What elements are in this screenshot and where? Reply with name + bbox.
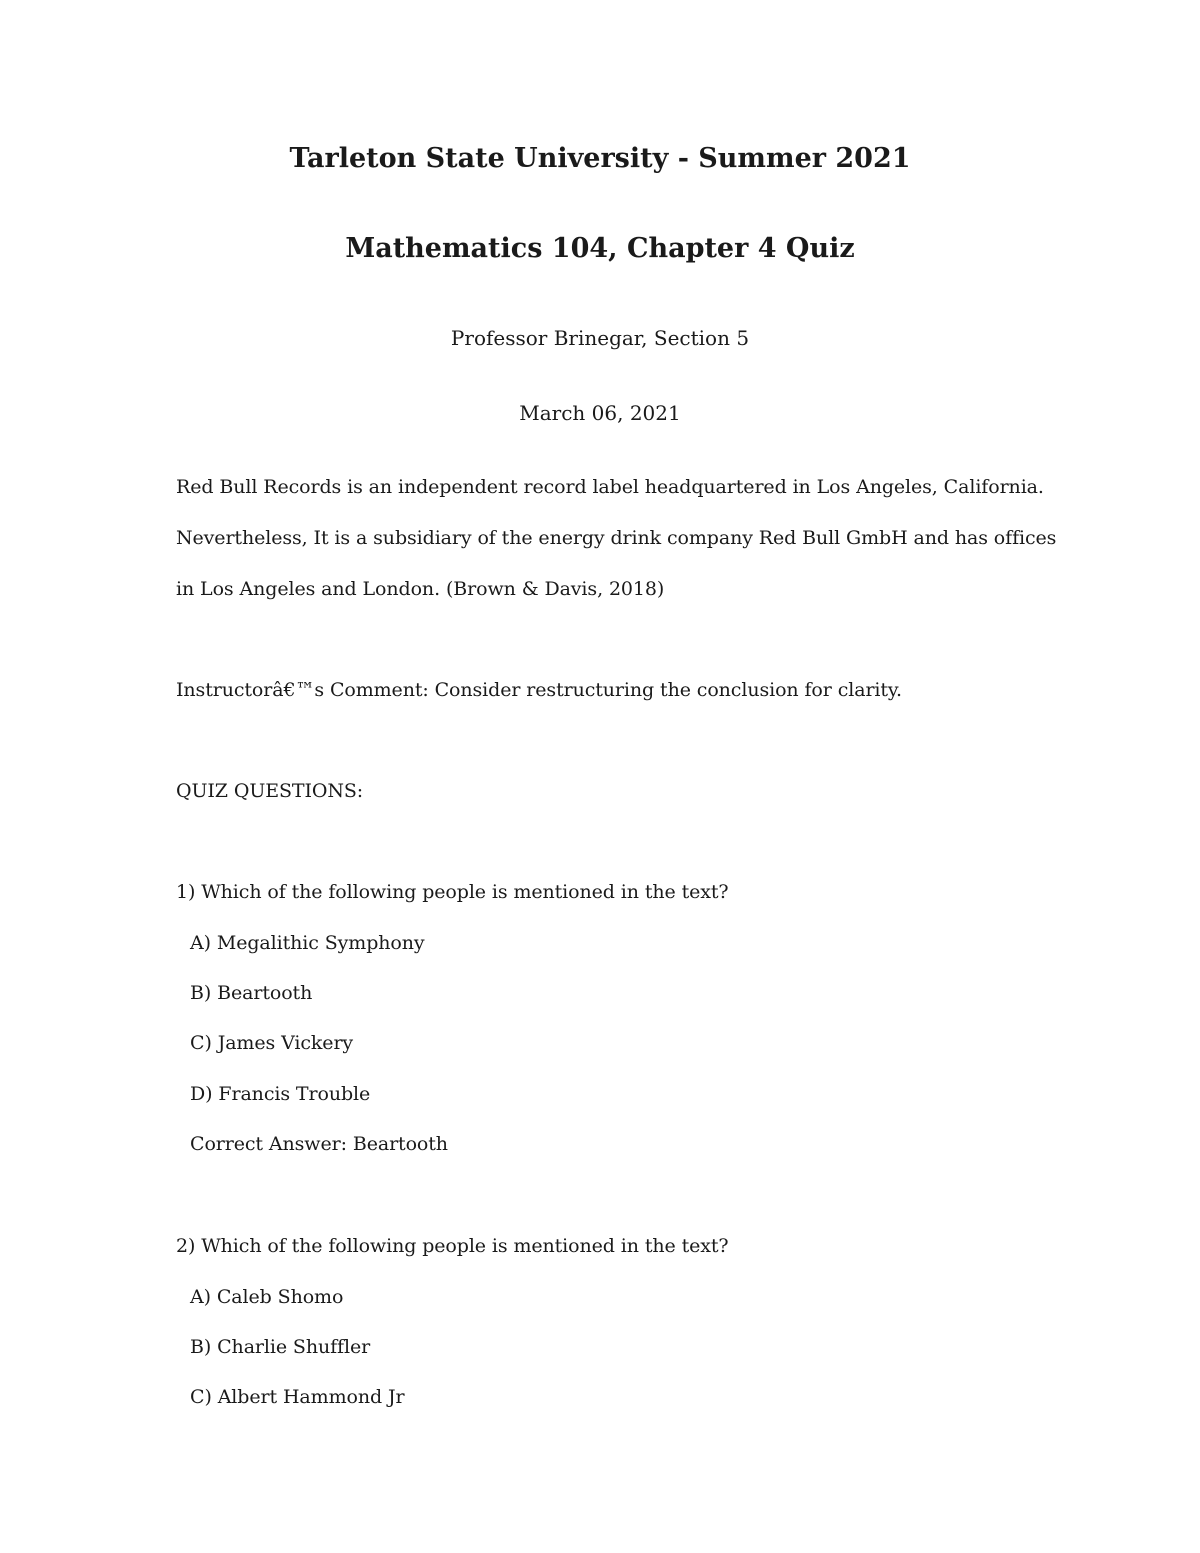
date-line: March 06, 2021 — [519, 401, 681, 425]
answer-option: A) Caleb Shomo — [190, 1286, 344, 1308]
university-title: Tarleton State University - Summer 2021 — [289, 143, 911, 174]
answer-option: B) Charlie Shuffler — [190, 1336, 371, 1358]
correct-answer: Correct Answer: Beartooth — [190, 1133, 448, 1155]
answer-option: C) James Vickery — [190, 1032, 354, 1054]
answer-option: C) Albert Hammond Jr — [190, 1386, 405, 1408]
passage-line: in Los Angeles and London. (Brown & Davis, 2018) — [176, 578, 665, 600]
answer-option: A) Megalithic Symphony — [190, 932, 425, 954]
quiz-heading: QUIZ QUESTIONS: — [176, 780, 364, 802]
passage-line: Red Bull Records is an independent record label headquartered in Los Angeles, California. — [176, 476, 1044, 498]
question-prompt: 2) Which of the following people is mentioned in the text? — [176, 1235, 729, 1257]
professor-line: Professor Brinegar, Section 5 — [450, 326, 750, 350]
passage-line: Nevertheless, It is a subsidiary of the energy drink company Red Bull GmbH and has offices — [176, 527, 1057, 549]
answer-option: B) Beartooth — [190, 982, 313, 1004]
answer-option: D) Francis Trouble — [190, 1083, 371, 1105]
instructor-comment: Instructorâ€™s Comment: Consider restructuring the conclusion for clarity. — [176, 679, 902, 701]
course-title: Mathematics 104, Chapter 4 Quiz — [345, 233, 855, 264]
question-prompt: 1) Which of the following people is mentioned in the text? — [176, 881, 729, 903]
